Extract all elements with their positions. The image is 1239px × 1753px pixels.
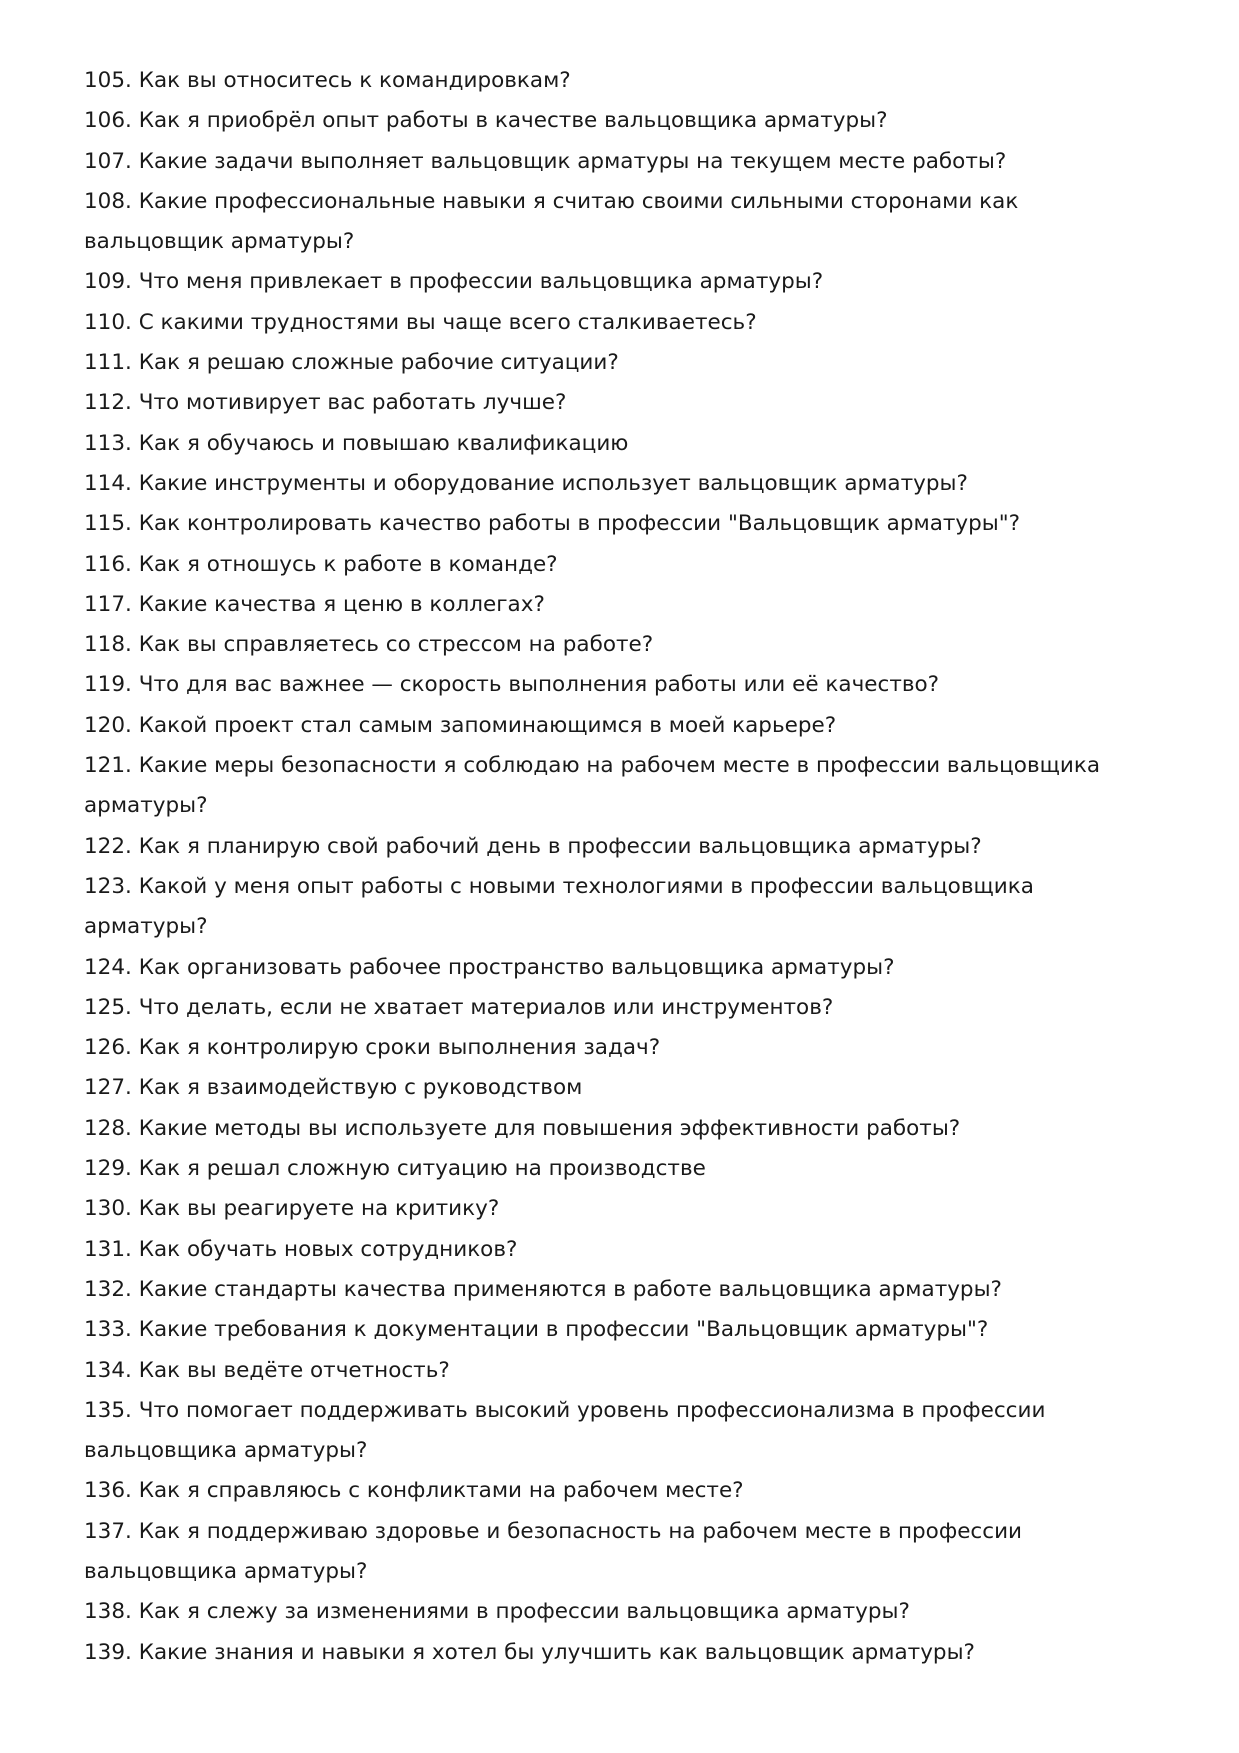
question-131: 131. Как обучать новых сотрудников? <box>84 1236 518 1262</box>
question-123: 123. Какой у меня опыт работы с новыми технологиями в профессии вальцовщика арматуры? <box>84 873 1034 940</box>
question-125: 125. Что делать, если не хватает материалов или инструментов? <box>84 994 834 1020</box>
question-111: 111. Как я решаю сложные рабочие ситуации? <box>84 350 619 376</box>
question-124: 124. Как организовать рабочее пространство вальцовщика арматуры? <box>84 954 895 980</box>
question-119: 119. Что для вас важнее — скорость выполнения работы или её качество? <box>84 672 940 698</box>
question-116: 116. Как я отношусь к работе в команде? <box>84 551 558 577</box>
question-130: 130. Как вы реагируете на критику? <box>84 1196 500 1222</box>
question-134: 134. Как вы ведёте отчетность? <box>84 1357 450 1383</box>
question-126: 126. Как я контролирую сроки выполнения задач? <box>84 1035 661 1061</box>
question-132: 132. Какие стандарты качества применяются в работе вальцовщика арматуры? <box>84 1276 1002 1302</box>
question-117: 117. Какие качества я ценю в коллегах? <box>84 591 545 617</box>
question-105: 105. Как вы относитесь к командировкам? <box>84 68 571 93</box>
question-128: 128. Какие методы вы используете для повышения эффективности работы? <box>84 1115 961 1141</box>
question-135: 135. Что помогает поддерживать высокий уровень профессионализма в профессии вальцовщика арматуры? <box>84 1397 1046 1464</box>
question-127: 127. Как я взаимодействую с руководством <box>84 1075 583 1101</box>
question-129: 129. Как я решал сложную ситуацию на производстве <box>84 1156 706 1182</box>
question-118: 118. Как вы справляетесь со стрессом на работе? <box>84 632 654 658</box>
question-136: 136. Как я справляюсь с конфликтами на рабочем месте? <box>84 1478 744 1504</box>
question-115: 115. Как контролировать качество работы в профессии "Вальцовщик арматуры"? <box>84 511 1021 537</box>
question-133: 133. Какие требования к документации в профессии "Вальцовщик арматуры"? <box>84 1317 989 1343</box>
question-106: 106. Как я приобрёл опыт работы в качестве вальцовщика арматуры? <box>84 108 888 134</box>
question-114: 114. Какие инструменты и оборудование использует вальцовщик арматуры? <box>84 470 968 496</box>
question-108: 108. Какие профессиональные навыки я считаю своими сильными сторонами как вальцовщик арматуры? <box>84 188 1019 255</box>
question-137: 137. Как я поддерживаю здоровье и безопасность на рабочем месте в профессии вальцовщика арматуры? <box>84 1518 1023 1584</box>
question-107: 107. Какие задачи выполняет вальцовщик арматуры на текущем месте работы? <box>84 148 1007 174</box>
question-109: 109. Что меня привлекает в профессии вальцовщика арматуры? <box>84 269 824 295</box>
question-112: 112. Что мотивирует вас работать лучше? <box>84 390 567 416</box>
question-120: 120. Какой проект стал самым запоминающимся в моей карьере? <box>84 712 837 738</box>
question-113: 113. Как я обучаюсь и повышаю квалификацию <box>84 430 629 456</box>
question-list <box>84 61 1164 1673</box>
question-110: 110. С какими трудностями вы чаще всего сталкиваетесь? <box>84 309 757 335</box>
question-139: 139. Какие знания и навыки я хотел бы улучшить как вальцовщик арматуры? <box>84 1639 975 1665</box>
question-138: 138. Как я слежу за изменениями в профессии вальцовщика арматуры? <box>84 1599 910 1625</box>
question-122: 122. Как я планирую свой рабочий день в профессии вальцовщика арматуры? <box>84 833 982 859</box>
question-121: 121. Какие меры безопасности я соблюдаю на рабочем месте в профессии вальцовщика арматуры? <box>84 753 1101 819</box>
